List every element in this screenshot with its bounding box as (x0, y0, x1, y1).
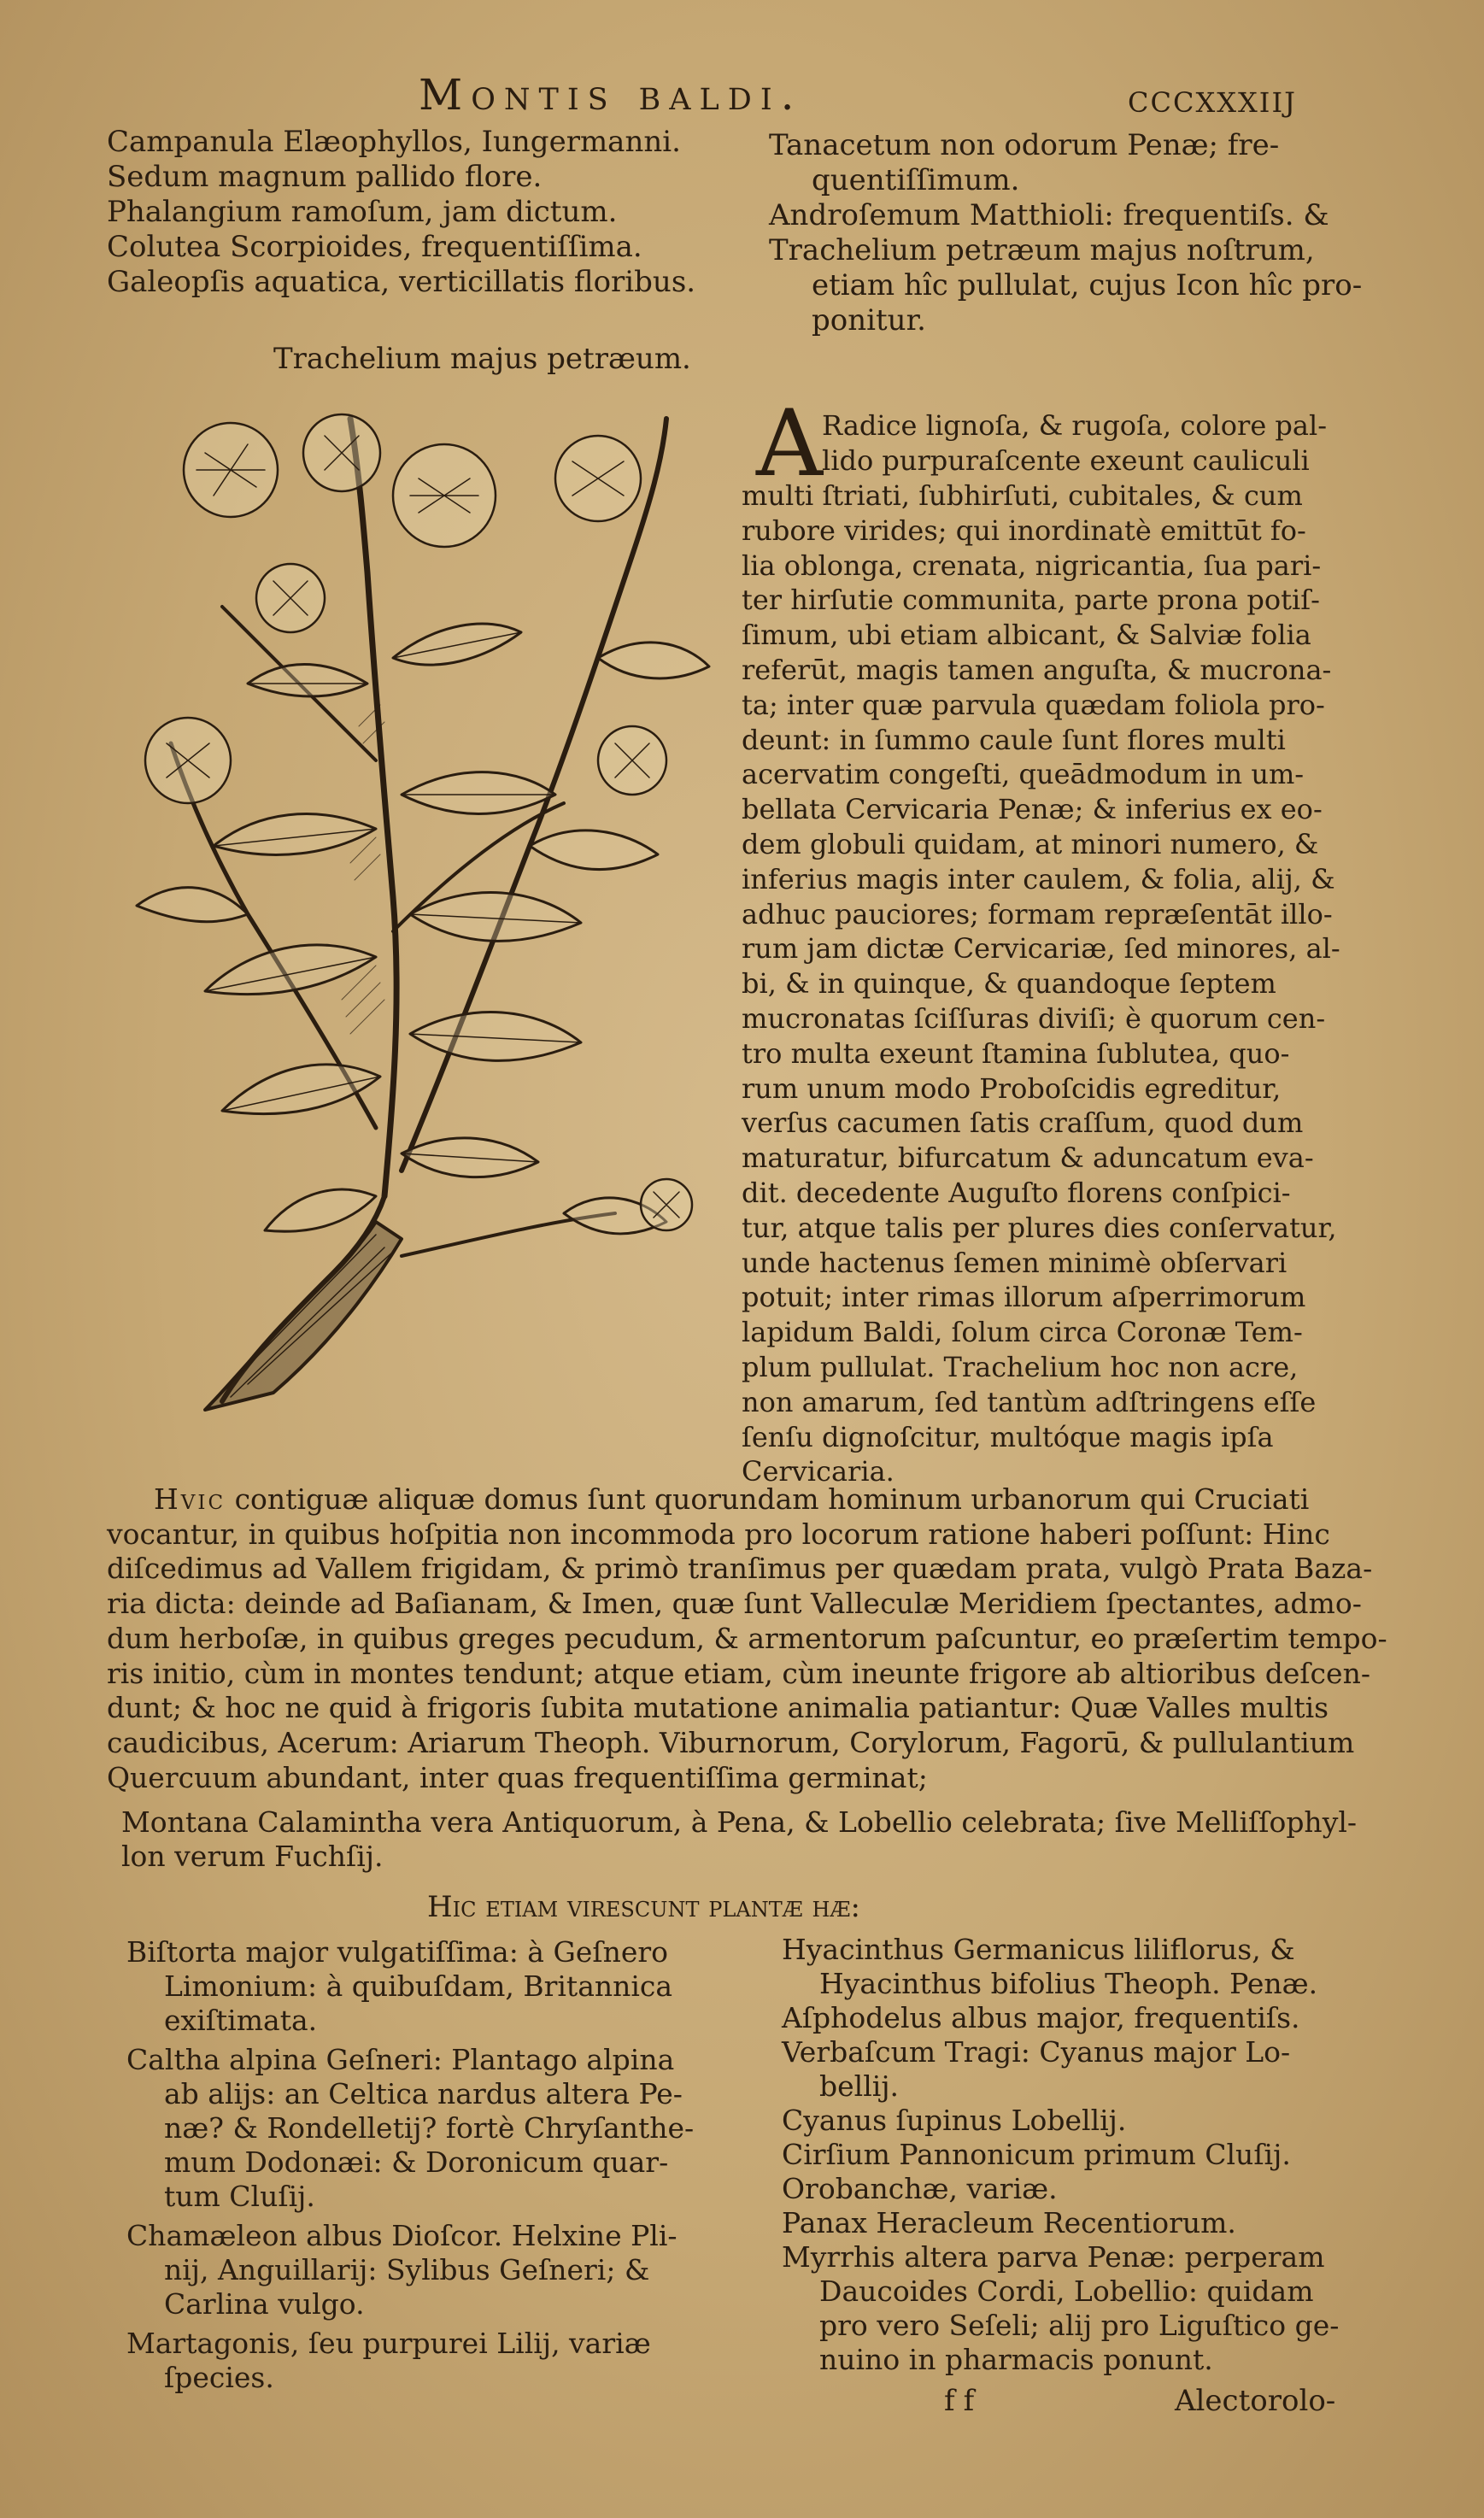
list-item: Caltha alpina Geſneri: Plantago alpina (126, 2043, 675, 2076)
body-paragraph (107, 1482, 1387, 1795)
plant-list-right (782, 1933, 1339, 2377)
figure-caption: Trachelium majus petræum. (273, 342, 691, 376)
list-item: tum Cluſij. (164, 2180, 315, 2213)
text-line: tur, atque talis per plures dies conſervatur, (742, 1211, 1337, 1244)
text-line: ter hirſutie communita, parte prona potiſ- (742, 584, 1320, 617)
list-item: Biſtorta major vulgatiſſima: à Geſnero (126, 1935, 668, 1969)
text-line: rum unum modo Proboſcidis egreditur, (742, 1071, 1282, 1105)
catchword: Alectorolo- (1175, 2384, 1336, 2418)
text-line: multi ſtriati, ſubhirſuti, cubitales, & cum (742, 479, 1303, 512)
text-line: adhuc pauciores; formam repræſentāt illo- (742, 897, 1333, 930)
list-item: mum Dodonæi: & Doronicum quar- (164, 2145, 669, 2179)
right-top-entries (769, 128, 1362, 338)
plant-list-left (126, 1935, 694, 2395)
entry: ponitur. (812, 303, 926, 337)
list-item: Panax Heracleum Recentiorum. (782, 2206, 1236, 2239)
drop-cap: A (756, 390, 823, 497)
text-line: lia oblonga, crenata, nigricantia, ſua pari- (742, 549, 1322, 582)
section-subhead: Hic etiam vireſcunt plantæ hæ: (427, 1890, 860, 1924)
text-line: referūt, magis tamen anguſta, & mucrona- (742, 653, 1332, 686)
text-line: maturatur, bifurcatum & aduncatum eva- (742, 1142, 1314, 1175)
entry: etiam hîc pullulat, cujus Icon hîc pro- (812, 268, 1363, 302)
list-item: ab alijs: an Celtica nardus altera Pe- (164, 2077, 683, 2110)
list-item: Limonium: à quibuſdam, Britannica (164, 1969, 673, 2003)
running-head: Montis baldi. (419, 70, 803, 120)
list-item: Aſphodelus albus major, frequentiſs. (782, 2001, 1300, 2034)
left-top-entries (107, 125, 695, 300)
list-item: bellij. (819, 2069, 900, 2103)
text-line (154, 1482, 1387, 1517)
entry: Tanacetum non odorum Penæ; fre- (769, 128, 1280, 162)
text-line: caudicibus, Acerum: Ariarum Theoph. Viburnorum, Corylorum, Fagorū, & pullulantium (107, 1725, 1355, 1759)
list-item: Hyacinthus Germanicus liliflorus, & (782, 1933, 1295, 1966)
list-item: Cirſium Pannonicum primum Cluſij. (782, 2138, 1291, 2171)
text-line: inferius magis inter caulem, & folia, alij, & (742, 862, 1335, 895)
list-item: Chamæleon albus Dioſcor. Helxine Pli- (126, 2219, 677, 2252)
entry: Colutea Scorpioides, frequentiſſima. (107, 230, 642, 264)
list-item: næ? & Rondelletij? fortè Chryſanthe- (164, 2111, 695, 2145)
text-line: potuit; inter rimas illorum aſperrimorum (742, 1281, 1306, 1314)
text-line: dum herboſæ, in quibus greges pecudum, & armentorum paſcuntur, eo præſertim tempo- (107, 1621, 1387, 1655)
calamintha-entry (121, 1805, 1357, 1874)
text-line: dem globuli quidam, at minori numero, & (742, 827, 1319, 860)
text-line: deunt: in ſummo caule ſunt flores multi (742, 723, 1286, 756)
text-line: plum pullulat. Trachelium hoc non acre, (742, 1350, 1299, 1383)
text-line: lon verum Fuchſij. (121, 1840, 384, 1873)
list-item: Daucoides Cordi, Lobellio: quidam (819, 2274, 1314, 2308)
text-line: non amarum, ſed tantùm adſtringens eſſe (742, 1385, 1317, 1418)
entry: quentiſſimum. (812, 163, 1020, 197)
text-line: verſus cacumen ſatis craſſum, quod dum (742, 1106, 1304, 1140)
list-item: Orobanchæ, variæ. (782, 2172, 1058, 2205)
text-line: rum jam dictæ Cervicariæ, ſed minores, al- (742, 932, 1340, 966)
text-line: lido purpuraſcente exeunt cauliculi (822, 443, 1310, 477)
text-line: tro multa exeunt ſtamina ſublutea, quo- (742, 1036, 1290, 1070)
text-line: rubore virides; qui inordinatè emittūt fo- (742, 514, 1306, 547)
text-line: Quercuum abundant, inter quas frequentiſſima germinat; (107, 1760, 928, 1794)
list-item: ſpecies. (164, 2361, 274, 2394)
entry: Galeopſis aquatica, verticillatis floribus. (107, 265, 696, 299)
list-item: Myrrhis altera parva Penæ: perperam (782, 2240, 1325, 2274)
description-text-continued (742, 478, 1340, 1489)
folio-number: cccxxxiij (1128, 75, 1297, 121)
text-line: ta; inter quæ parvula quædam foliola pro- (742, 688, 1325, 721)
text-line: Cervicaria. (742, 1455, 895, 1488)
entry: Trachelium petræum majus noſtrum, (769, 233, 1315, 267)
entry: Campanula Elæophyllos, Iungermanni. (107, 125, 681, 159)
list-item: Cyanus ſupinus Lobellij. (782, 2104, 1127, 2137)
entry: Phalangium ramoſum, jam dictum. (107, 195, 618, 229)
signature-mark: ff (944, 2384, 983, 2418)
text-line: ris initio, cùm in montes tendunt; atque etiam, cùm ineunte frigore ab altioribus deſcen- (107, 1656, 1370, 1690)
text-line: bi, & in quinque, & quandoque ſeptem (742, 967, 1276, 1001)
text-line: dit. decedente Auguſto florens conſpici- (742, 1176, 1291, 1209)
text-line: ſenſu dignoſcitur, multóque magis ipſa (742, 1420, 1274, 1453)
list-item: nij, Anguillarij: Sylibus Geſneri; & (164, 2253, 650, 2286)
list-item: Carlina vulgo. (164, 2287, 365, 2321)
list-item: nuino in pharmacis ponunt. (819, 2343, 1213, 2376)
text-line: diſcedimus ad Vallem frigidam, & primò tranſimus per quædam prata, vulgò Prata Baza- (107, 1552, 1373, 1586)
description-text (822, 408, 1327, 478)
paragraph-lead: Hvic (154, 1482, 226, 1516)
list-item: Verbaſcum Tragi: Cyanus major Lo- (782, 2035, 1291, 2069)
text-line: unde hactenus ſemen minimè obſervari (742, 1246, 1288, 1279)
text-line: Montana Calamintha vera Antiquorum, à Pena, & Lobellio celebrata; ſive Melliſſophyl- (121, 1805, 1358, 1839)
list-item: Hyacinthus bifolius Theoph. Penæ. (819, 1967, 1318, 2000)
text-line: vocantur, in quibus hoſpitia non incommoda pro locorum ratione haberi poſſunt: Hinc (107, 1517, 1330, 1551)
plant-woodcut-illustration (120, 402, 735, 1444)
entry: Sedum magnum pallido flore. (107, 160, 543, 194)
text-line: bellata Cervicaria Penæ; & inferius ex eo- (742, 793, 1323, 826)
list-item: exiſtimata. (164, 2004, 318, 2037)
text-line: ſimum, ubi etiam albicant, & Salviæ folia (742, 619, 1311, 652)
text-line: lapidum Baldi, ſolum circa Coronæ Tem- (742, 1316, 1303, 1349)
text-line: acervatim congeſti, queādmodum in um- (742, 758, 1305, 791)
text-segment: contiguæ aliquæ domus ſunt quorundam hominum urbanorum qui Cruciati (234, 1482, 1310, 1516)
text-line: ria dicta: deinde ad Baſianam, & Imen, quæ ſunt Valleculæ Meridiem ſpectantes, admo- (107, 1587, 1362, 1621)
text-line: mucronatas ſciſſuras diviſi; è quorum cen- (742, 1001, 1326, 1035)
list-item: pro vero Seſeli; alij pro Liguſtico ge- (819, 2309, 1340, 2342)
text-line: Radice lignoſa, & rugoſa, colore pal- (822, 409, 1328, 442)
text-line: dunt; & hoc ne quid à frigoris ſubita mutatione animalia patiantur: Quæ Valles multis (107, 1691, 1329, 1725)
list-item: Martagonis, ſeu purpurei Lilij, variæ (126, 2327, 651, 2360)
entry: Androſemum Matthioli: frequentiſs. & (769, 198, 1329, 232)
